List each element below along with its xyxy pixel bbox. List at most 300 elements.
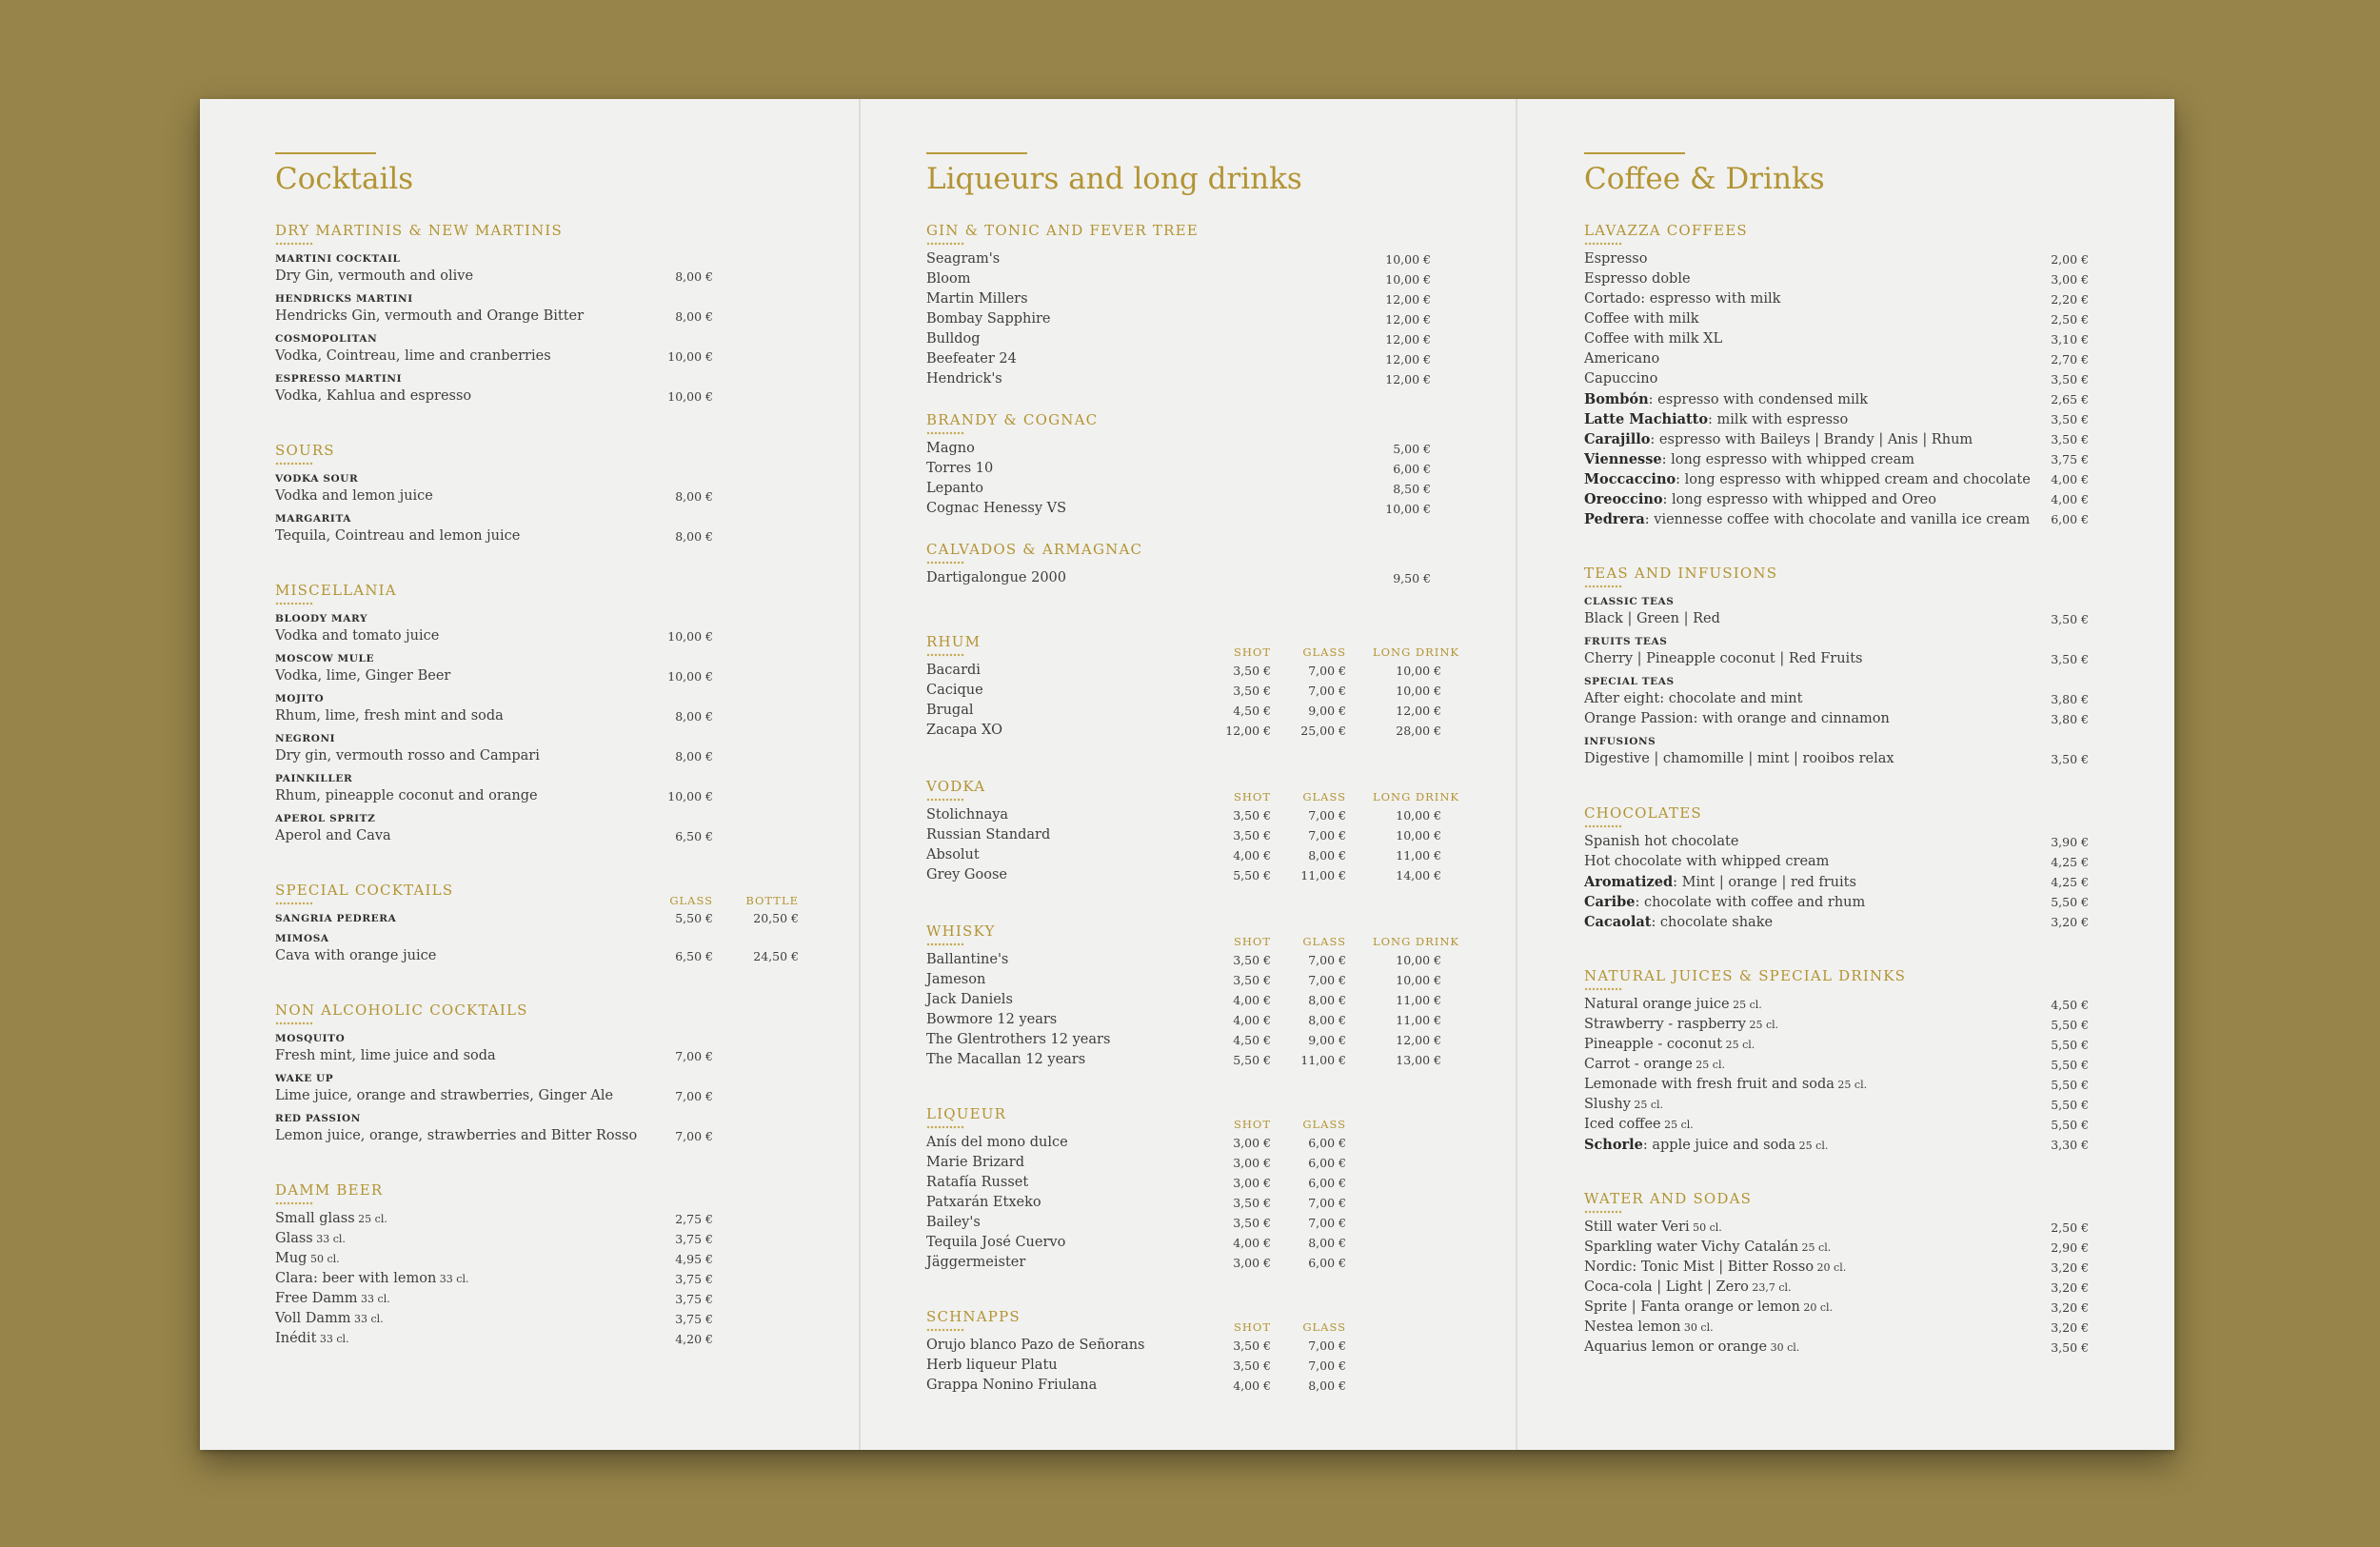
item-price: 2,70 €: [2051, 352, 2089, 367]
item-bold-label: Cacaolat: [1584, 914, 1652, 930]
item-text: Cognac Henessy VS: [926, 501, 1067, 516]
item-price: 8,00 €: [675, 489, 713, 504]
item-price: 9,50 €: [1393, 571, 1431, 585]
item-text: Slushy: [1584, 1097, 1631, 1112]
menu-item: [926, 479, 1459, 499]
ornament-divider: [1584, 1210, 1622, 1215]
item-name: [275, 691, 808, 706]
item-bold-label: Aromatized: [1584, 874, 1674, 890]
item-price: 5,50 €: [1233, 1053, 1271, 1067]
menu-item: [926, 681, 1459, 701]
section-title: SCHNAPPS: [926, 1308, 1021, 1325]
item-price: 12,00 €: [1385, 312, 1431, 327]
item-price: 3,50 €: [1233, 1339, 1271, 1353]
item-price: 2,00 €: [2051, 252, 2089, 267]
item-name: [1584, 594, 2117, 609]
menu-item: [926, 1356, 1459, 1376]
menu-section: [926, 922, 1459, 1070]
item-volume: 33 cl.: [357, 1293, 390, 1305]
item-text: Espresso: [1584, 251, 1648, 267]
section-title: SPECIAL COCKTAILS: [275, 882, 454, 899]
item-description: [275, 666, 450, 686]
item-price: 4,50 €: [1233, 1033, 1271, 1047]
ornament-divider: [1584, 585, 1622, 589]
item-price: 8,00 €: [675, 709, 713, 724]
item-description: [926, 845, 980, 865]
item-description: [1584, 289, 1780, 309]
item-description: [926, 459, 993, 479]
item-text: Cava with orange juice: [275, 948, 437, 963]
item-description: [275, 347, 551, 367]
menu-item: [275, 387, 808, 407]
item-description: [1584, 489, 1936, 510]
menu-item: [926, 1193, 1459, 1213]
menu-item: [926, 1050, 1459, 1070]
item-text: Orange Passion: with orange and cinnamon: [1584, 711, 1890, 726]
item-name-label: APEROL SPRITZ: [275, 813, 376, 824]
menu-item: [926, 825, 1459, 845]
menu-item: [275, 1329, 808, 1349]
item-text: Bulldog: [926, 331, 981, 347]
item-description: [926, 721, 1002, 741]
item-description: [926, 970, 985, 990]
ornament-divider: [275, 242, 313, 247]
item-price: 9,00 €: [1308, 1033, 1346, 1047]
item-price: 7,00 €: [1308, 1339, 1346, 1353]
item-description: [1584, 1015, 1778, 1035]
column-header: SHOT: [1233, 645, 1271, 659]
item-price: 11,00 €: [1300, 1053, 1346, 1067]
item-price: 7,00 €: [1308, 828, 1346, 843]
menu-item: [1584, 1258, 2117, 1278]
item-description: [1584, 309, 1699, 329]
item-text: Vodka, Kahlua and espresso: [275, 388, 472, 404]
item-text: Lemon juice, orange, strawberries and Bitter Rosso: [275, 1128, 638, 1143]
item-price: 25,00 €: [1300, 724, 1346, 738]
item-name: [275, 611, 808, 626]
item-description: [1584, 749, 1894, 769]
item-description: [926, 479, 983, 499]
item-name-label: COSMOPOLITAN: [275, 333, 378, 345]
item-description: [926, 568, 1066, 588]
item-description: [275, 1209, 387, 1229]
item-description: [1584, 1238, 1831, 1258]
menu-item: [1584, 1318, 2117, 1338]
item-price: 6,00 €: [2051, 512, 2089, 526]
item-price: 4,00 €: [1233, 1013, 1271, 1027]
item-description: [275, 307, 584, 327]
item-volume: 20 cl.: [1799, 1301, 1834, 1314]
item-price: 7,00 €: [1308, 1216, 1346, 1230]
item-text: Vodka, lime, Ginger Beer: [275, 668, 451, 684]
item-text: Cherry | Pineapple coconut | Red Fruits: [1584, 651, 1863, 666]
menu-item: [275, 486, 808, 506]
item-price: 3,50 €: [2051, 612, 2089, 626]
item-price: 10,00 €: [1396, 664, 1441, 678]
item-price: 2,65 €: [2051, 392, 2089, 407]
item-description: [926, 1173, 1028, 1193]
menu-item: [1584, 269, 2117, 289]
item-name-label: BLOODY MARY: [275, 613, 368, 625]
item-description: [1584, 1218, 1722, 1238]
menu-section: [275, 1180, 808, 1349]
menu-item: [1584, 892, 2117, 912]
item-name-label: MIMOSA: [275, 933, 329, 944]
item-description: [926, 1010, 1057, 1030]
item-bold-label: Viennesse: [1584, 451, 1662, 467]
item-description: [1584, 389, 1868, 410]
item-price: 4,00 €: [1233, 848, 1271, 863]
menu-item: [926, 1336, 1459, 1356]
item-price: 10,00 €: [1385, 252, 1431, 267]
item-volume: 33 cl.: [316, 1333, 349, 1345]
menu-item: [926, 865, 1459, 885]
item-volume: 25 cl.: [1798, 1241, 1832, 1254]
item-price: 6,00 €: [1393, 462, 1431, 476]
item-price: 20,50 €: [753, 911, 799, 925]
menu-item: [1584, 309, 2117, 329]
item-description: [275, 826, 391, 846]
item-text: Vodka, Cointreau, lime and cranberries: [275, 348, 551, 364]
item-price: 9,00 €: [1308, 704, 1346, 718]
item-price: 4,50 €: [1233, 704, 1271, 718]
menu-item: [1584, 852, 2117, 872]
item-volume: 25 cl.: [354, 1213, 387, 1225]
section-header: [275, 1180, 808, 1209]
menu-item: [1584, 409, 2117, 429]
menu-item: [926, 805, 1459, 825]
item-text: Cortado: espresso with milk: [1584, 291, 1781, 307]
item-price: 3,50 €: [2051, 432, 2089, 446]
menu-item: [926, 269, 1459, 289]
item-price: 3,50 €: [1233, 684, 1271, 698]
item-description: [275, 746, 540, 766]
item-price: 3,50 €: [2051, 752, 2089, 766]
menu-item: [1584, 449, 2117, 469]
section-title: MISCELLANIA: [275, 582, 397, 599]
column-header: SHOT: [1233, 790, 1271, 803]
item-description: [1584, 409, 1848, 430]
item-text: Glass: [275, 1231, 313, 1246]
menu-item: [275, 1126, 808, 1146]
item-text: Carrot - orange: [1584, 1057, 1693, 1072]
menu-item: [275, 1046, 808, 1066]
section-header: [275, 581, 808, 609]
menu-item: [926, 950, 1459, 970]
menu-item: [1584, 1135, 2117, 1155]
ornament-divider: [1584, 824, 1622, 829]
item-price: 5,50 €: [2051, 1038, 2089, 1052]
item-description: [1584, 1338, 1799, 1358]
item-description: [275, 526, 520, 546]
menu-item: [1584, 1218, 2117, 1238]
menu-item: [1584, 389, 2117, 409]
item-bold-label: Oreoccino: [1584, 491, 1663, 507]
item-price: 3,50 €: [1233, 808, 1271, 823]
item-description: [926, 825, 1050, 845]
menu-section: [1584, 221, 2117, 529]
item-text: Digestive | chamomille | mint | rooibos relax: [1584, 751, 1894, 766]
menu-item: [926, 1213, 1459, 1233]
item-name-label: CLASSIC TEAS: [1584, 596, 1675, 607]
item-text: Torres 10: [926, 461, 994, 476]
ornament-divider: [926, 798, 964, 803]
item-description: [926, 661, 981, 681]
menu-item: [275, 1309, 808, 1329]
ornament-divider: [926, 1328, 964, 1333]
ornament-divider: [275, 602, 313, 606]
item-volume: 25 cl.: [1729, 999, 1762, 1011]
item-price: 7,00 €: [1308, 664, 1346, 678]
item-text: Coffee with milk: [1584, 311, 1699, 327]
page-fold-right: [1516, 99, 1517, 1450]
item-description: [1584, 872, 1856, 893]
column-header: GLASS: [1302, 790, 1346, 803]
item-name: [275, 511, 808, 526]
section-header: [1584, 221, 2117, 249]
menu-item: [1584, 709, 2117, 729]
item-description: [275, 486, 433, 506]
item-description: [275, 1269, 468, 1289]
item-price: 8,00 €: [675, 269, 713, 284]
ornament-divider: [926, 653, 964, 658]
section-title: CALVADOS & ARMAGNAC: [926, 541, 1143, 558]
item-text: Coca-cola | Light | Zero: [1584, 1279, 1749, 1295]
item-text: Bacardi: [926, 663, 981, 678]
item-price: 8,00 €: [675, 529, 713, 544]
item-text: : chocolate with coffee and rhum: [1635, 895, 1866, 910]
item-description: [275, 626, 439, 646]
item-price: 11,00 €: [1300, 868, 1346, 883]
menu-item: [275, 666, 808, 686]
item-price: 12,00 €: [1385, 352, 1431, 367]
item-text: Nestea lemon: [1584, 1319, 1681, 1335]
item-price: 3,00 €: [2051, 272, 2089, 287]
item-price: 10,00 €: [1396, 808, 1441, 823]
item-text: Still water Veri: [1584, 1220, 1690, 1235]
menu-item: [1584, 1338, 2117, 1358]
menu-item: [275, 946, 808, 966]
item-name-label: NEGRONI: [275, 733, 336, 744]
column-header: GLASS: [1302, 935, 1346, 948]
item-name-label: PAINKILLER: [275, 773, 353, 784]
item-text: : Mint | orange | red fruits: [1673, 875, 1856, 890]
menu-item: [926, 970, 1459, 990]
menu-section: [926, 1307, 1459, 1396]
item-name: [275, 1071, 808, 1086]
item-description: [1584, 852, 1829, 872]
item-price: 3,50 €: [2051, 652, 2089, 666]
item-volume: 33 cl.: [312, 1233, 346, 1245]
item-description: [275, 1289, 390, 1309]
menu-section: [275, 441, 808, 546]
item-price: 6,00 €: [1308, 1256, 1346, 1270]
menu-item: [275, 1289, 808, 1309]
section-title: DAMM BEER: [275, 1181, 384, 1199]
item-text: Nordic: Tonic Mist | Bitter Rosso: [1584, 1259, 1815, 1275]
section-header: [275, 441, 808, 469]
item-text: Espresso doble: [1584, 271, 1691, 287]
item-text: Vodka and lemon juice: [275, 488, 433, 504]
ornament-divider: [926, 561, 964, 565]
item-name-label: FRUITS TEAS: [1584, 636, 1668, 647]
item-price: 10,00 €: [1385, 272, 1431, 287]
column-header: GLASS: [669, 894, 713, 907]
menu-item: [1584, 1095, 2117, 1115]
item-text: The Macallan 12 years: [926, 1052, 1086, 1067]
item-description: [1584, 912, 1773, 933]
item-text: Jäggermeister: [926, 1255, 1026, 1270]
item-price: 7,00 €: [675, 1049, 713, 1063]
item-price: 10,00 €: [667, 789, 713, 803]
item-description: [926, 499, 1066, 519]
item-bold-label: Carajillo: [1584, 431, 1651, 447]
item-price: 10,00 €: [667, 349, 713, 364]
item-text: Lime juice, orange and strawberries, Ginger Ale: [275, 1088, 614, 1103]
item-price: 3,75 €: [675, 1312, 713, 1326]
item-price: 8,00 €: [1308, 993, 1346, 1007]
item-name: [275, 471, 808, 486]
item-price: 3,20 €: [2051, 1280, 2089, 1295]
panel-coffee: [1584, 99, 2117, 1450]
item-volume: 25 cl.: [1834, 1079, 1868, 1091]
item-volume: 20 cl.: [1814, 1261, 1847, 1274]
menu-item: [275, 746, 808, 766]
menu-item: [275, 307, 808, 327]
item-price: 12,00 €: [1385, 332, 1431, 347]
item-text: Voll Damm: [275, 1311, 351, 1326]
item-text: : chocolate shake: [1651, 915, 1774, 930]
item-text: Natural orange juice: [1584, 997, 1730, 1012]
item-volume: 25 cl.: [1746, 1019, 1779, 1031]
item-text: Marie Brizard: [926, 1155, 1024, 1170]
item-text: Stolichnaya: [926, 807, 1009, 823]
item-price: 12,00 €: [1225, 724, 1271, 738]
column-header: SHOT: [1233, 935, 1271, 948]
menu-item: [275, 267, 808, 287]
item-name-label: VODKA SOUR: [275, 473, 359, 485]
item-price: 4,00 €: [2051, 472, 2089, 486]
item-description: [1584, 1055, 1725, 1075]
item-price: 11,00 €: [1396, 1013, 1441, 1027]
item-text: Hot chocolate with whipped cream: [1584, 854, 1830, 869]
item-price: 4,25 €: [2051, 875, 2089, 889]
item-text: : long espresso with whipped and Oreo: [1662, 492, 1936, 507]
item-text: Patxarán Etxeko: [926, 1195, 1041, 1210]
menu-item: [1584, 649, 2117, 669]
item-price: 3,30 €: [2051, 1138, 2089, 1152]
item-description: [1584, 832, 1738, 852]
item-text: Orujo blanco Pazo de Señorans: [926, 1338, 1145, 1353]
item-price: 10,00 €: [667, 389, 713, 404]
menu-section: [926, 540, 1459, 588]
menu-spread: [200, 99, 2174, 1450]
item-price: 3,50 €: [1233, 1216, 1271, 1230]
menu-section: [1584, 1189, 2117, 1358]
section-title: WHISKY: [926, 922, 996, 940]
menu-section: [926, 410, 1459, 519]
item-description: [1584, 1318, 1714, 1338]
item-text: After eight: chocolate and mint: [1584, 691, 1803, 706]
item-name: [275, 931, 808, 946]
item-price: 5,50 €: [2051, 895, 2089, 909]
menu-item: [1584, 1278, 2117, 1298]
item-text: Bailey's: [926, 1215, 981, 1230]
section-title: DRY MARTINIS & NEW MARTINIS: [275, 222, 564, 239]
item-text: Lemonade with fresh fruit and soda: [1584, 1077, 1835, 1092]
item-price: 3,50 €: [1233, 953, 1271, 967]
item-volume: 25 cl.: [1795, 1140, 1829, 1152]
menu-item: [926, 309, 1459, 329]
item-text: Anís del mono dulce: [926, 1135, 1068, 1150]
item-name-label: SPECIAL TEAS: [1584, 676, 1675, 687]
item-text: Hendricks Gin, vermouth and Orange Bitter: [275, 308, 585, 324]
item-name: [275, 1111, 808, 1126]
menu-item: [926, 1153, 1459, 1173]
menu-item: [1584, 1075, 2117, 1095]
item-name: [1584, 674, 2117, 689]
section-header: [1584, 1189, 2117, 1218]
item-description: [1584, 1095, 1663, 1115]
item-text: Martin Millers: [926, 291, 1028, 307]
item-text: Beefeater 24: [926, 351, 1017, 367]
item-name: [275, 811, 808, 826]
menu-section: [275, 1001, 808, 1146]
item-text: Dry Gin, vermouth and olive: [275, 268, 474, 284]
item-volume: 33 cl.: [436, 1273, 469, 1285]
menu-item: [1584, 1238, 2117, 1258]
menu-item: [275, 1269, 808, 1289]
menu-item: [1584, 689, 2117, 709]
item-description: [275, 267, 473, 287]
item-volume: 23,7 cl.: [1748, 1281, 1792, 1294]
item-text: Seagram's: [926, 251, 1001, 267]
item-description: [1584, 892, 1865, 913]
item-price: 3,50 €: [1233, 973, 1271, 987]
item-name-label: MOSCOW MULE: [275, 653, 375, 664]
menu-item: [1584, 289, 2117, 309]
item-text: Pineapple - coconut: [1584, 1037, 1723, 1052]
menu-item: [1584, 1115, 2117, 1135]
item-description: [926, 1050, 1085, 1070]
item-description: [926, 289, 1028, 309]
item-price: 3,50 €: [2051, 1340, 2089, 1355]
item-text: Aquarius lemon or orange: [1584, 1339, 1768, 1355]
item-price: 5,50 €: [1233, 868, 1271, 883]
item-name: [275, 731, 808, 746]
item-price: 3,50 €: [1233, 1196, 1271, 1210]
item-price: 10,00 €: [1396, 953, 1441, 967]
item-price: 7,00 €: [1308, 1359, 1346, 1373]
item-price: 10,00 €: [667, 629, 713, 644]
item-text: : espresso with Baileys | Brandy | Anis | Rhum: [1650, 432, 1973, 447]
item-description: [275, 786, 538, 806]
item-description: [275, 1126, 637, 1146]
menu-item: [926, 845, 1459, 865]
item-text: Jack Daniels: [926, 992, 1013, 1007]
item-price: 11,00 €: [1396, 993, 1441, 1007]
title-rule: [275, 152, 376, 154]
item-text: Bloom: [926, 271, 971, 287]
menu-item: [926, 349, 1459, 369]
item-name-label: SANGRIA PEDRERA: [275, 913, 397, 924]
item-description: [926, 1356, 1058, 1376]
menu-item: [926, 439, 1459, 459]
item-description: [926, 950, 1008, 970]
item-text: The Glentrothers 12 years: [926, 1032, 1111, 1047]
item-description: [1584, 1115, 1694, 1135]
menu-item: [275, 347, 808, 367]
